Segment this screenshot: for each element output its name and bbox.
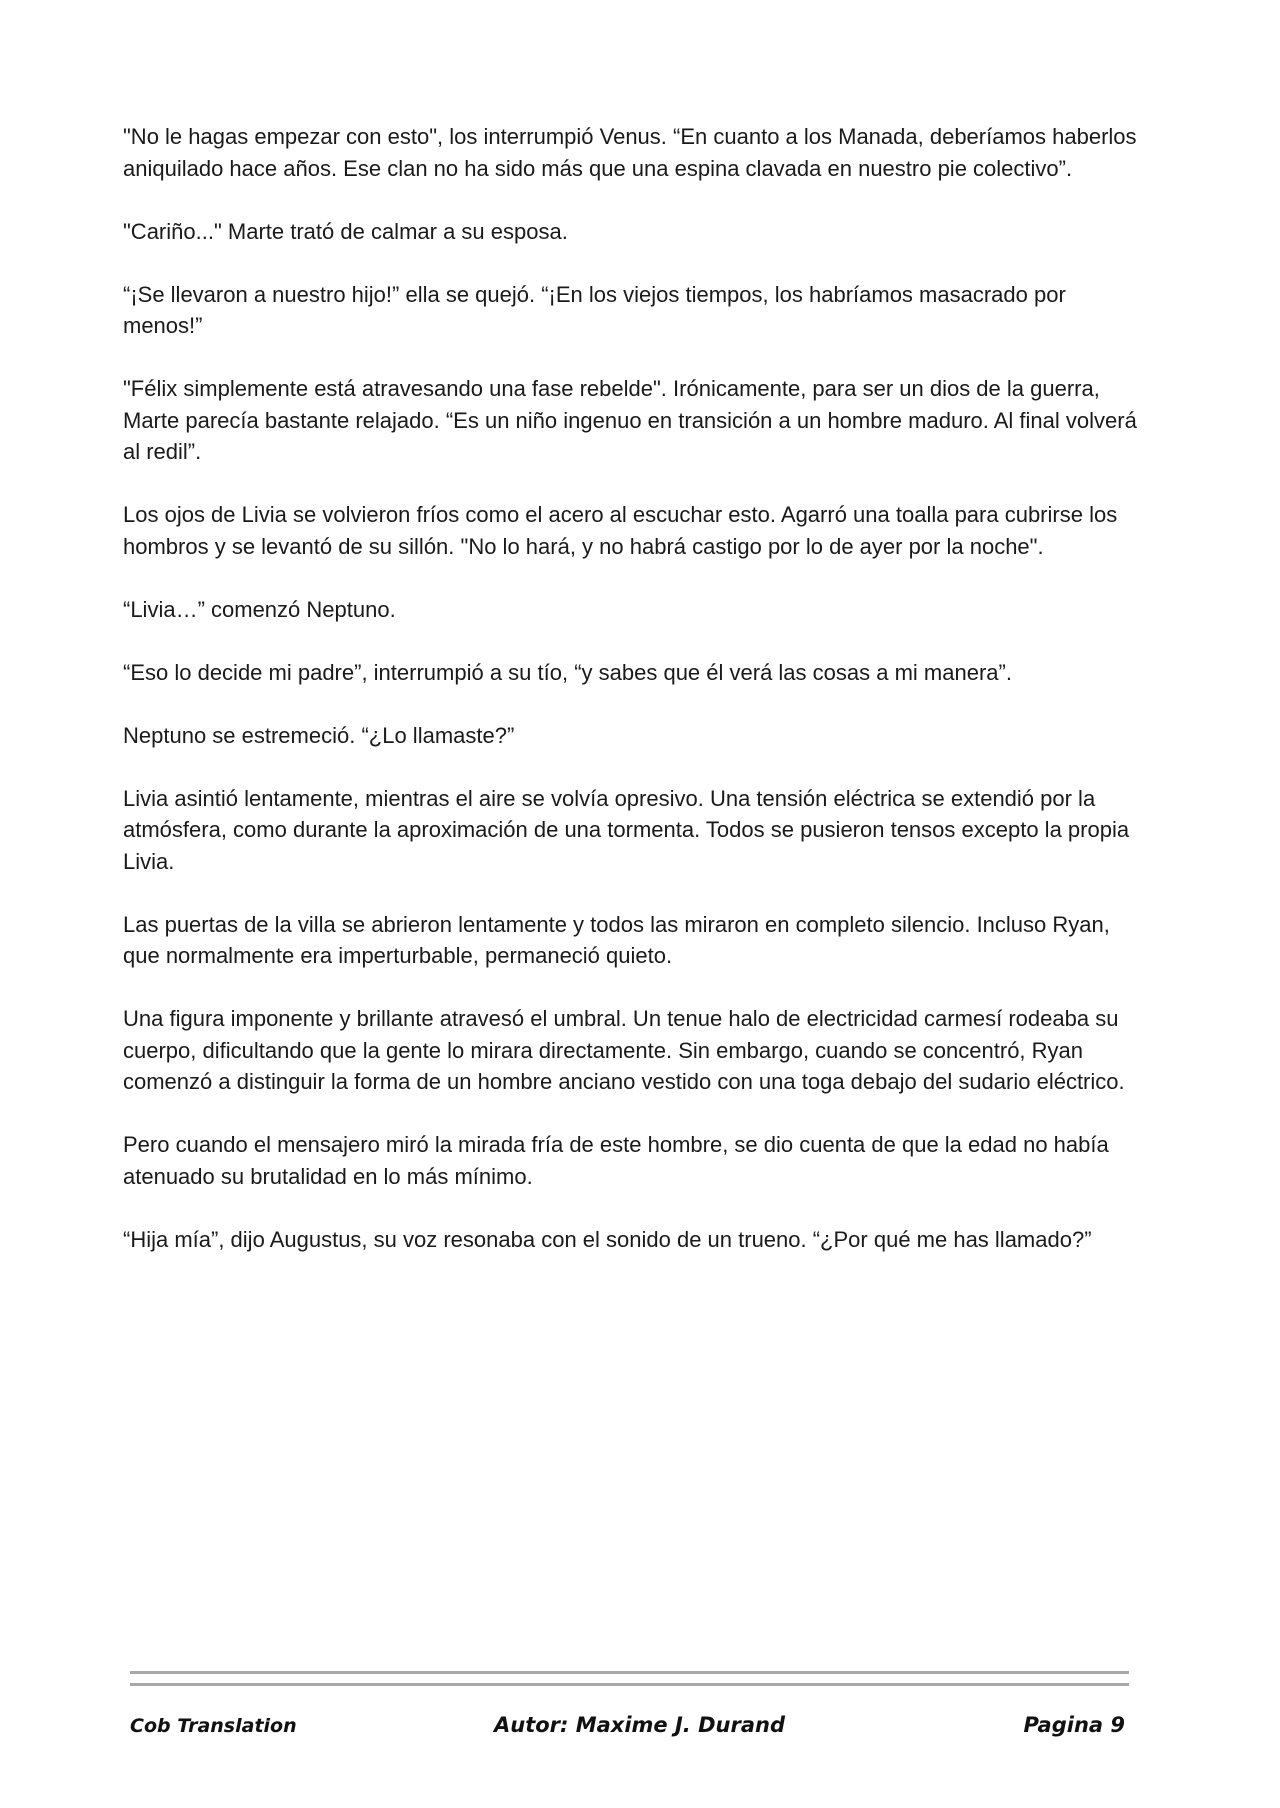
paragraph: Livia asintió lentamente, mientras el aire se volvía opresivo. Una tensión eléctrica se extendió por la atmósfera, como durante la aproximación de una tormenta. Todos se pusieron tensos excepto la propia Livia. bbox=[123, 785, 1130, 874]
paragraph: Neptuno se estremeció. “¿Lo llamaste?” bbox=[123, 722, 515, 748]
footer-author: Autor: Maxime J. Durand bbox=[494, 1713, 785, 1737]
paragraph: “¡Se llevaron a nuestro hijo!” ella se quejó. “¡En los viejos tiempos, los habríamos masacrado por menos!” bbox=[123, 281, 1066, 338]
paragraph: Las puertas de la villa se abrieron lentamente y todos las miraron en completo silencio. Incluso Ryan, que normalmente era imperturbable, permaneció quieto. bbox=[123, 911, 1110, 968]
paragraph: "Félix simplemente está atravesando una fase rebelde". Irónicamente, para ser un dios de la guerra, Marte parecía bastante relajado. “Es un niño ingenuo en transición a un hombre maduro. Al final volverá al redil”. bbox=[123, 376, 1137, 464]
footer-divider-top bbox=[130, 1671, 1129, 1674]
paragraph: "No le hagas empezar con esto", los interrumpió Venus. “En cuanto a los Manada, deberíamos haberlos aniquilado hace años. Ese clan no ha sido más que una espina clavada en nuestro pie colectivo”. bbox=[123, 124, 1137, 181]
paragraph: Pero cuando el mensajero miró la mirada fría de este hombre, se dio cuenta de que la edad no había atenuado su brutalidad en lo más mínimo. bbox=[123, 1132, 1109, 1189]
paragraph: "Cariño..." Marte trató de calmar a su esposa. bbox=[123, 218, 568, 244]
paragraph: “Livia…” comenzó Neptuno. bbox=[123, 596, 396, 622]
paragraph: Los ojos de Livia se volvieron fríos como el acero al escuchar esto. Agarró una toalla para cubrirse los hombros y se levantó de su sillón. "No lo hará, y no habrá castigo por lo de ayer por la noche". bbox=[123, 502, 1118, 559]
paragraph: “Hija mía”, dijo Augustus, su voz resonaba con el sonido de un trueno. “¿Por qué me has llamado?” bbox=[123, 1226, 1092, 1252]
footer-page-number: Pagina 9 bbox=[1023, 1713, 1125, 1737]
paragraph: Una figura imponente y brillante atravesó el umbral. Un tenue halo de electricidad carmesí rodeaba su cuerpo, dificultando que la gente lo mirara directamente. Sin embargo, cuando se concentró, Ryan comenzó a distinguir la forma de un hombre anciano vestido con una toga debajo del sudario eléctrico. bbox=[123, 1006, 1125, 1094]
footer-divider-bottom bbox=[130, 1683, 1129, 1686]
footer-translator: Cob Translation bbox=[130, 1715, 297, 1737]
paragraph: “Eso lo decide mi padre”, interrumpió a su tío, “y sabes que él verá las cosas a mi manera”. bbox=[123, 659, 1012, 685]
body-text bbox=[123, 121, 1141, 1287]
